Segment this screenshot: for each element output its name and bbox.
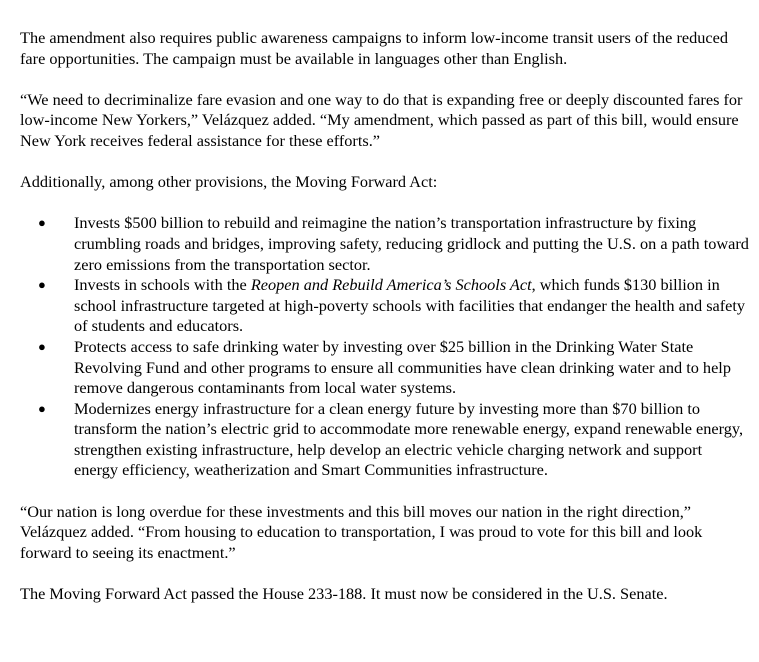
paragraph-velazquez-quote-2: “Our nation is long overdue for these investments and this bill moves our nation in the right direction,” Velázquez added. “From housing to education to transportation, I was proud to vote for this bill and look forward to seeing its enactment.”: [20, 501, 703, 562]
bullet-icon: ●: [38, 338, 46, 354]
paragraph-house-vote: The Moving Forward Act passed the House 233-188. It must now be considered in the U.S. Senate.: [20, 584, 668, 604]
bullet-icon: ●: [38, 215, 46, 231]
list-item-text: Protects access to safe drinking water by investing over $25 billion in the Drinking Water State Revolving Fund and other programs to ensure all communities have clean drinking water and to help remove dangerous contaminants from local water systems.: [74, 336, 731, 398]
list-item-text: [74, 275, 745, 335]
list-item-text-start: Invests in schools with the: [74, 275, 251, 295]
list-item-schools: [20, 275, 750, 337]
paragraph-velazquez-quote-1: “We need to decriminalize fare evasion and one way to do that is expanding free or deeply discounted fares for low-income New Yorkers,” Velázquez added. “My amendment, which passed as part of this bill, would ensure New York receives federal assistance for these efforts.”: [20, 89, 743, 150]
provisions-list: [20, 213, 750, 481]
paragraph-public-awareness: The amendment also requires public awareness campaigns to inform low-income transit users of the reduced fare opportunities. The campaign must be available in languages other than English.: [20, 28, 729, 68]
list-item-text: Invests $500 billion to rebuild and reimagine the nation’s transportation infrastructure by fixing crumbling roads and bridges, improving safety, reducing gridlock and putting the U.S. on a path toward zero emissions from the transportation sector.: [74, 213, 749, 274]
list-item-text-end: , which funds $130 billion in school infrastructure targeted at high-poverty schools with facilities that endanger the health and safety of students and educators.: [74, 275, 746, 336]
list-item-text: Modernizes energy infrastructure for a clean energy future by investing more than $70 billion to transform the nation’s electric grid to accommodate more renewable energy, expand renewable energy, strengthen existing infrastructure, help develop an electric vehicle charging network and support energy efficiency, weatherization and Smart Communities infrastructure.: [74, 398, 744, 480]
list-item-energy: [20, 399, 750, 481]
bullet-icon: ●: [38, 400, 46, 416]
list-item-drinking-water: [20, 337, 750, 399]
document-body: [20, 28, 750, 625]
list-item-transportation: [20, 213, 750, 275]
bullet-icon: ●: [38, 277, 46, 293]
act-title: Reopen and Rebuild America’s Schools Act: [250, 275, 532, 295]
paragraph-additionally: Additionally, among other provisions, the Moving Forward Act:: [20, 172, 438, 192]
